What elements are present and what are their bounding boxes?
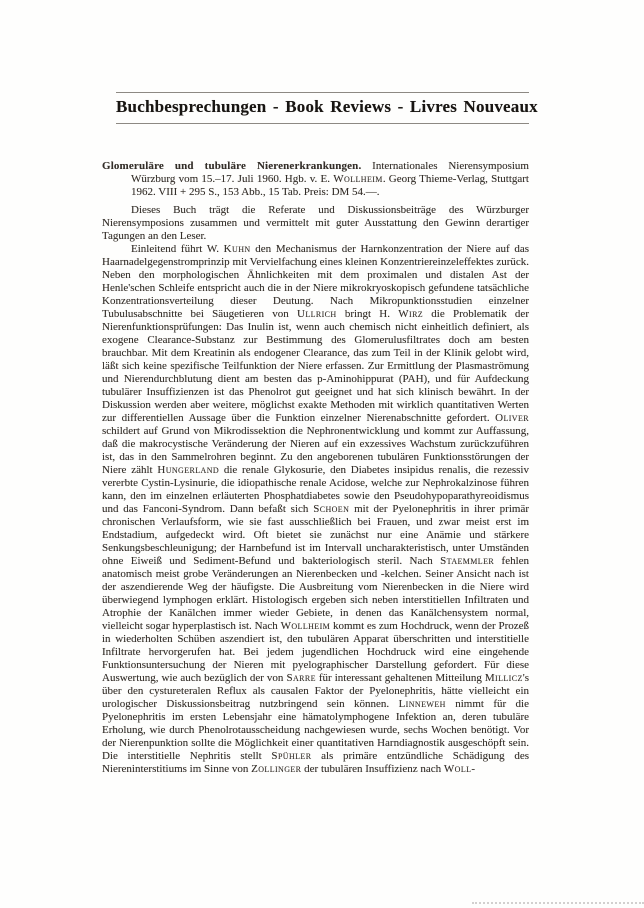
section-header [116, 92, 538, 124]
section-title: Buchbesprechungen - Book Reviews - Livres Nouveaux [116, 97, 538, 116]
book-review [102, 160, 529, 776]
scan-noise-dots [472, 902, 644, 904]
book-title: Glomeruläre und tubuläre Nierenerkrankungen. [102, 160, 362, 172]
review-citation [102, 160, 529, 199]
citation-details: Internationales Nierensymposium Würzburg vom 15.–17. Juli 1960. Hgb. v. E. Wollheim. Georg Thieme-Verlag, Stuttgart 1962. VIII + 295 S., 153 Abb., 15 Tab. Preis: DM 54.—. [131, 160, 529, 198]
review-paragraph-main: Einleitend führt W. Kuhn den Mechanismus der Harnkonzentration der Niere auf das Haarnadelgegenstromprinzip mit Vervielfachung eines kleinen Konzentriereinzeleffektes zurück. Neben den morphologischen Ähnlichkeiten mit dem proximalen und distalen Ast der Henle'schen Schleife entspricht auch die in der Niere mikrokryoskopisch gefundene tatsächliche Konzentrationsverteilung dieser Deutung. Nach Mikropunktionsstudien einzelner Tubulusabschnitte bei Säugetieren von Ullrich bringt H. Wirz die Problematik der Nierenfunktionsprüfungen: Das Inulin ist, wenn auch chemisch nicht einheitlich definiert, als exogene Clearance-Substanz zur Bestimmung des Glomerulusfiltrates doch am besten brauchbar. Mit dem Kreatinin als endogener Clearance, das zum Teil in der Klinik gelobt wird, läßt sich keine spezifische Teilfunktion der Niere erfassen. Zur Ermittlung der Plasmaströmung und Nierendurchblutung dient am besten das p-Aminohippurat (PAH), und für Aufdeckung tubulärer Insuffizienzen ist das Phenolrot gut geeignet und hat sich klinisch bewährt. In der Diskussion werden aber weitere, möglichst exakte Methoden mit wirklich quantitativen Werten zur differentiellen Aussage über die Funktion einzelner Nierenabschnitte gefordert. Oliver schildert auf Grund von Mikrodissektion die Nephronentwicklung und kommt zur Auffassung, daß die makrocystische Veränderung der Nieren auf ein exzessives Wachstum zurückzuführen ist, das in den Sammelrohren beginnt. Zu den angeborenen tubulären Funktionsstörungen der Niere zählt Hungerland die renale Glykosurie, den Diabetes insipidus renalis, die rezessiv vererbte Cystin-Lysinurie, die idiopathische renale Acidose, welche zur Nephrokalzinose führen kann, den im einzelnen erläuterten Phosphatdiabetes sowie den Pseudohypoparathyreoidismus und das Fanconi-Syndrom. Dann befaßt sich Schoen mit der Pyelonephritis in ihrer primär chronischen Verlaufsform, wie sie fast ausschließlich bei Frauen, und zwar meist erst im Endstadium, aufgedeckt wird. Oft bietet sie zunächst nur eine Anämie und stärkere Senkungsbeschleunigung; der Harnbefund ist im Intervall uncharakteristisch, unter Umständen ohne Eiweiß und Sediment-Befund und bakteriologisch steril. Nach Staemmler fehlen anatomisch meist grobe Veränderungen an Nierenbecken und -kelchen. Seiner Ansicht nach ist der aszendierende Weg der häufigste. Die Ausbreitung vom Nierenbecken in die Niere wird überwiegend lymphogen erklärt. Histologisch ergeben sich neben interstitiellen Infiltraten und Atrophie der Kanälchen immer wieder Gebiete, in denen das Kanälchensystem normal, vielleicht sogar hyperplastisch ist. Nach Wollheim kommt es zum Hochdruck, wenn der Prozeß in wiederholten Schüben aszendiert ist, den tubulären Apparat überschritten und interstitielle Infiltrate hervorgerufen hat. Bei jedem jugendlichen Hochdruck wird eine eingehende Funktionsuntersuchung der Nieren mit pyelographischer Darstellung gefordert. Für diese Auswertung, wie auch bezüglich der von Sarre für interessant gehaltenen Mitteilung Millicz's über den cystureteralen Reflux als causalen Faktor der Pyelonephritis, hätte vielleicht ein urologischer Diskussionsbeitrag nutzbringend sein können. Linneweh nimmt für die Pyelonephritis im ersten Lebensjahr eine hämatolymphogene Infektion an, deren tubuläre Erholung, wie durch Phenolrotausscheidung nachgewiesen wurde, sechs Wochen benötigt. Vor der Nierenpunktion sollte die Möglichkeit einer quantitativen Harndiagnostik ausgeschöpft sein. Die interstitielle Nephritis stellt Spühler als primäre entzündliche Schädigung des Niereninterstitiums im Sinne von Zollinger der tubulären Insuffizienz nach Woll- [102, 243, 530, 775]
review-paragraph-intro: Dieses Buch trägt die Referate und Diskussionsbeiträge des Würzburger Nierensymposions zusammen und vermittelt mit guter Ausstattung den Gewinn derartiger Tagungen an den Leser. [102, 204, 529, 242]
